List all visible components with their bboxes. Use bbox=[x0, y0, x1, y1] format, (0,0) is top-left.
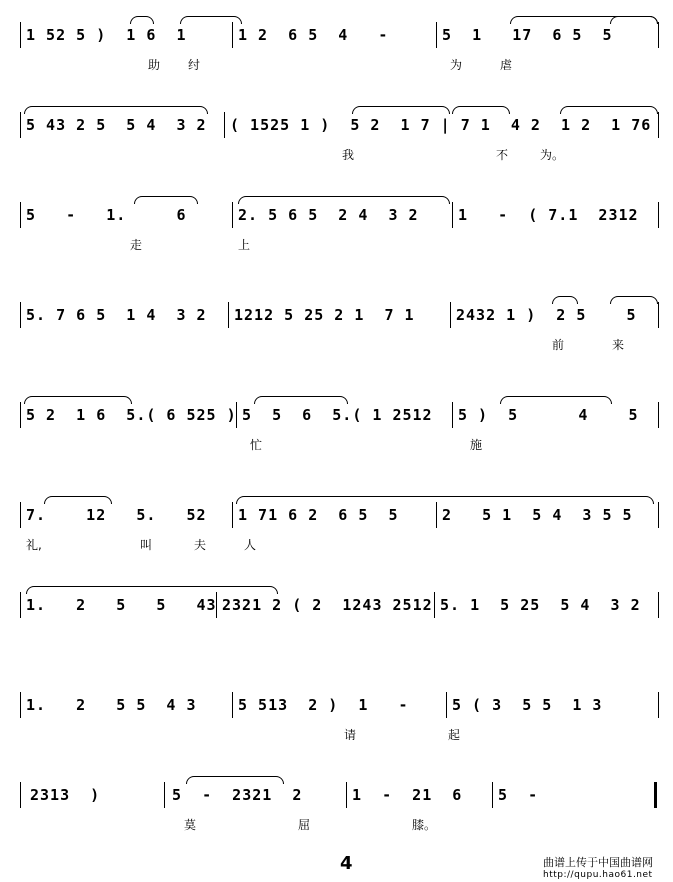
barline bbox=[20, 202, 21, 228]
staff-system bbox=[0, 22, 673, 82]
staff-system bbox=[0, 692, 673, 752]
barline bbox=[224, 112, 225, 138]
measure-notes: ( 1525 1 ) 5 2 1 7 | 7 1 4 2 1 2 1 76 bbox=[230, 116, 652, 134]
staff-system bbox=[0, 112, 673, 172]
barline bbox=[658, 692, 659, 718]
lyric-text: 上 bbox=[238, 238, 251, 252]
barline bbox=[658, 22, 659, 48]
slur-mark bbox=[236, 496, 654, 504]
measure-notes: 5 ( 3 5 5 1 3 bbox=[452, 696, 603, 714]
slur-mark bbox=[26, 586, 278, 594]
barline bbox=[658, 202, 659, 228]
staff-system bbox=[0, 302, 673, 362]
slur-mark bbox=[24, 106, 208, 114]
lyric-text: 为。 bbox=[540, 148, 565, 162]
barline bbox=[20, 402, 21, 428]
measure-notes: 2313 ) bbox=[30, 786, 101, 804]
barline bbox=[228, 302, 229, 328]
credit bbox=[543, 856, 653, 882]
measure-notes: 1 71 6 2 6 5 5 bbox=[238, 506, 399, 524]
barline bbox=[492, 782, 493, 808]
measure-notes: 2432 1 ) 2 5 5 bbox=[456, 306, 637, 324]
measure-notes: 1 - ( 7.1 2312 bbox=[458, 206, 639, 224]
barline bbox=[20, 112, 21, 138]
slur-mark bbox=[24, 396, 132, 404]
barline bbox=[164, 782, 165, 808]
staff-system bbox=[0, 202, 673, 262]
staff-system bbox=[0, 402, 673, 462]
credit-line-1: 曲谱上传于中国曲谱网 bbox=[543, 856, 653, 869]
measure-notes: 5 513 2 ) 1 - bbox=[238, 696, 409, 714]
measure-notes: 2 5 1 5 4 3 5 5 bbox=[442, 506, 633, 524]
barline bbox=[436, 22, 437, 48]
slur-mark bbox=[610, 16, 658, 24]
barline bbox=[232, 692, 233, 718]
lyric-text: 纣 bbox=[188, 58, 201, 72]
measure-notes: 5 - 2321 2 bbox=[172, 786, 303, 804]
lyric-text: 我 bbox=[342, 148, 355, 162]
barline bbox=[452, 402, 453, 428]
staff-system bbox=[0, 782, 673, 842]
lyric-text: 虐 bbox=[500, 58, 513, 72]
lyric-text: 膝。 bbox=[412, 818, 437, 832]
slur-mark bbox=[452, 106, 510, 114]
barline bbox=[658, 112, 659, 138]
barline bbox=[20, 782, 21, 808]
measure-notes: 5 1 17 6 5 5 bbox=[442, 26, 613, 44]
lyric-text: 礼, bbox=[26, 538, 42, 552]
lyric-text: 夫 bbox=[194, 538, 207, 552]
barline bbox=[20, 302, 21, 328]
lyric-text: 莫 bbox=[184, 818, 197, 832]
measure-notes: 1212 5 25 2 1 7 1 bbox=[234, 306, 415, 324]
measure-notes: 1 52 5 ) 1 6 1 bbox=[26, 26, 187, 44]
lyric-text: 请 bbox=[344, 728, 357, 742]
barline bbox=[658, 502, 659, 528]
barline bbox=[20, 692, 21, 718]
barline bbox=[436, 502, 437, 528]
slur-mark bbox=[44, 496, 112, 504]
measure-notes: 2. 5 6 5 2 4 3 2 bbox=[238, 206, 419, 224]
measure-notes: 5 5 6 5.( 1 2512 bbox=[242, 406, 433, 424]
lyric-text: 叫 bbox=[140, 538, 153, 552]
measure-notes: 5 - bbox=[498, 786, 539, 804]
lyric-text: 来 bbox=[612, 338, 625, 352]
measure-notes: 5 43 2 5 5 4 3 2 bbox=[26, 116, 207, 134]
staff-system bbox=[0, 502, 673, 562]
barline bbox=[450, 302, 451, 328]
measure-notes: 2321 2 ( 2 1243 2512 bbox=[222, 596, 433, 614]
staff-system bbox=[0, 592, 673, 652]
slur-mark bbox=[552, 296, 578, 304]
slur-mark bbox=[500, 396, 612, 404]
slur-mark bbox=[560, 106, 658, 114]
barline bbox=[446, 692, 447, 718]
slur-mark bbox=[186, 776, 284, 784]
barline bbox=[434, 592, 435, 618]
barline bbox=[232, 202, 233, 228]
measure-notes: 1. 2 5 5 4 3 bbox=[26, 696, 197, 714]
barline bbox=[658, 592, 659, 618]
slur-mark bbox=[352, 106, 450, 114]
barline bbox=[452, 202, 453, 228]
barline bbox=[232, 502, 233, 528]
measure-notes: 5 ) 5 4 5 bbox=[458, 406, 639, 424]
measure-notes: 5. 7 6 5 1 4 3 2 bbox=[26, 306, 207, 324]
lyric-text: 人 bbox=[244, 538, 257, 552]
barline bbox=[658, 402, 659, 428]
lyric-text: 前 bbox=[552, 338, 565, 352]
barline bbox=[20, 502, 21, 528]
slur-mark bbox=[180, 16, 242, 24]
barline bbox=[20, 592, 21, 618]
credit-line-2: http://qupu.hao61.net bbox=[543, 870, 653, 880]
measure-notes: 5. 1 5 25 5 4 3 2 bbox=[440, 596, 641, 614]
barline bbox=[20, 22, 21, 48]
lyric-text: 为 bbox=[450, 58, 463, 72]
measure-notes: 5 2 1 6 5.( 6 525 ) bbox=[26, 406, 237, 424]
measure-notes: 5 - 1. 6 bbox=[26, 206, 187, 224]
barline bbox=[654, 782, 657, 808]
barline bbox=[658, 302, 659, 328]
barline bbox=[346, 782, 347, 808]
slur-mark bbox=[238, 196, 450, 204]
barline bbox=[232, 22, 233, 48]
slur-mark bbox=[134, 196, 198, 204]
measure-notes: 1. 2 5 5 43 bbox=[26, 596, 217, 614]
lyric-text: 屈 bbox=[298, 818, 311, 832]
lyric-text: 忙 bbox=[250, 438, 263, 452]
slur-mark bbox=[610, 296, 658, 304]
lyric-text: 不 bbox=[496, 148, 509, 162]
lyric-text: 起 bbox=[448, 728, 461, 742]
page-number: 4 bbox=[340, 853, 353, 874]
measure-notes: 1 - 21 6 bbox=[352, 786, 463, 804]
measure-notes: 7. 12 5. 52 bbox=[26, 506, 207, 524]
slur-mark bbox=[254, 396, 348, 404]
lyric-text: 施 bbox=[470, 438, 483, 452]
measure-notes: 1 2 6 5 4 - bbox=[238, 26, 389, 44]
lyric-text: 走 bbox=[130, 238, 143, 252]
slur-mark bbox=[130, 16, 154, 24]
lyric-text: 助 bbox=[148, 58, 161, 72]
